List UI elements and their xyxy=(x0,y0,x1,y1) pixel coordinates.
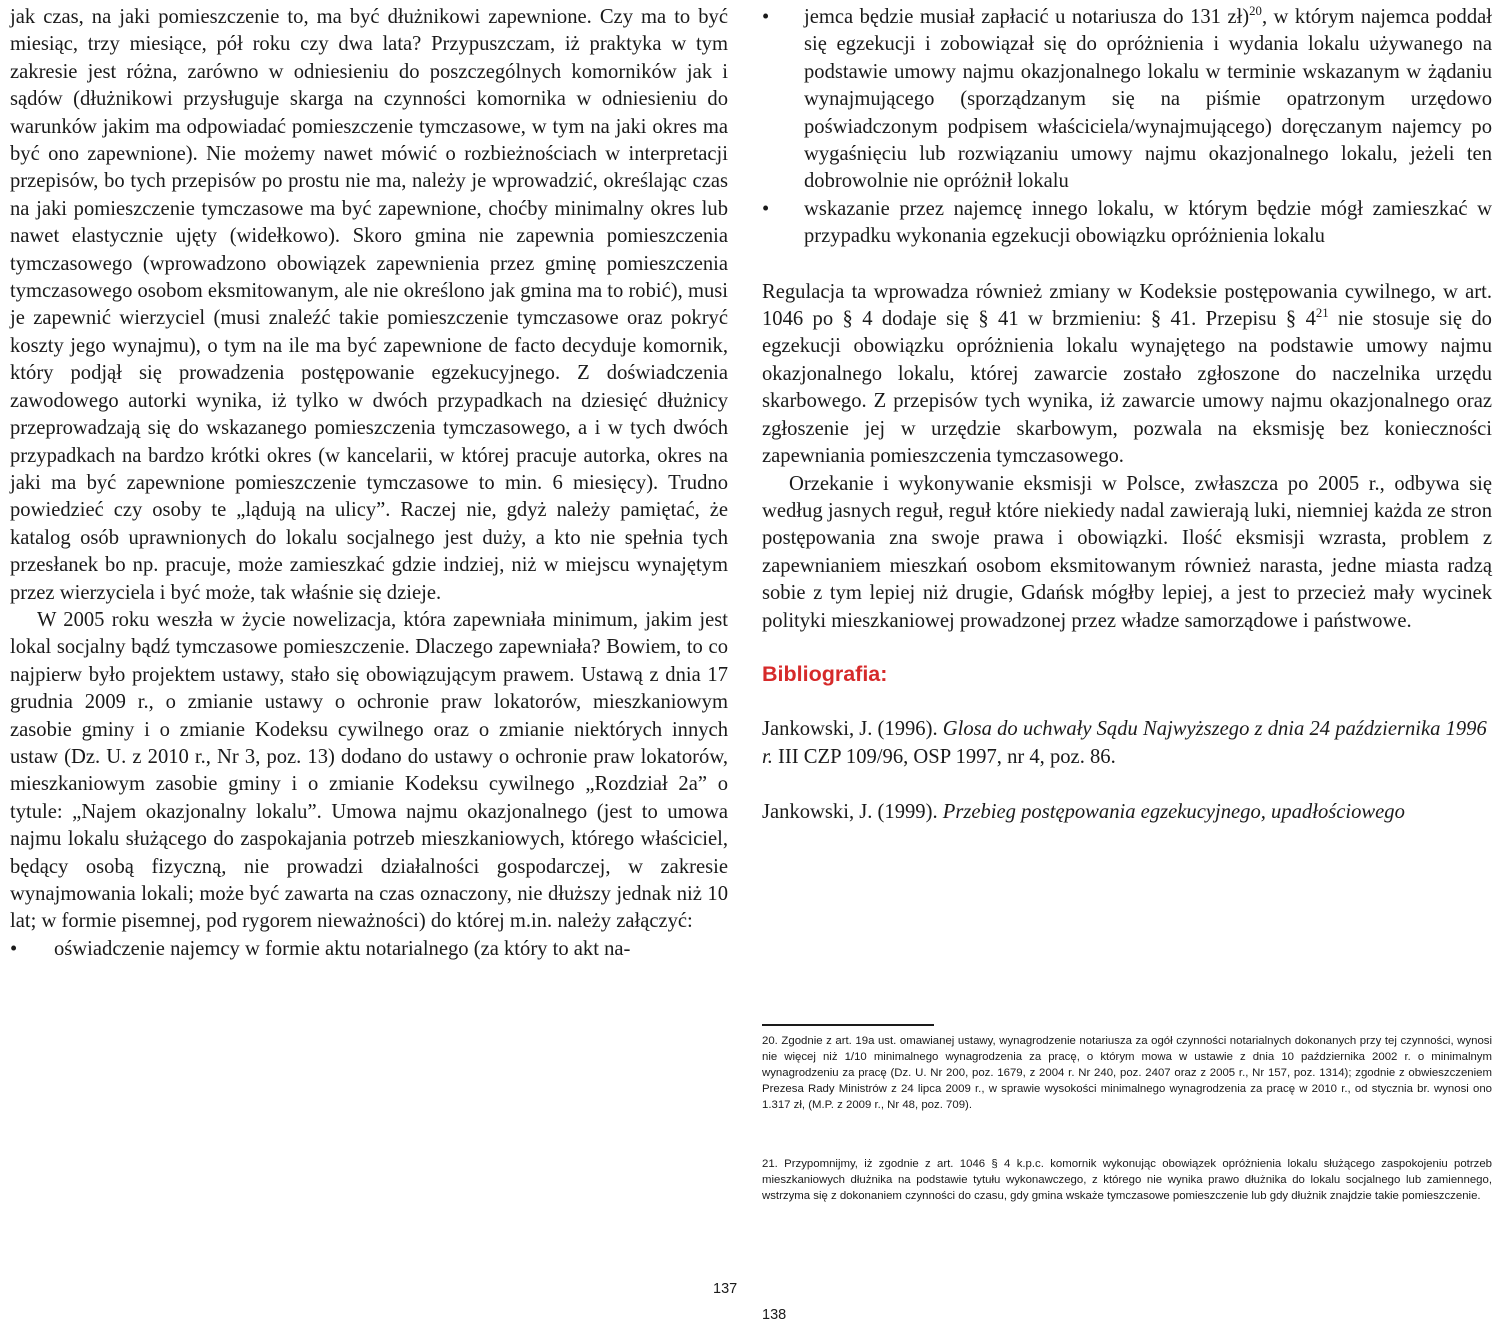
paragraph-gap xyxy=(762,251,1492,279)
footnote-ref-20[interactable]: 20 xyxy=(1249,4,1262,19)
right-column xyxy=(762,4,1492,855)
bullet-text: wskazanie przez najemcę innego lokalu, w którym będzie mógł zamieszkać w przypadku wykonania egzekucji obowiązku opróżnienia lokalu xyxy=(804,197,1492,248)
bullet-text: jemca będzie musiał zapłacić u notariusza do 131 zł) xyxy=(804,6,1250,28)
body-paragraph: jak czas, na jaki pomieszczenie to, ma być dłużnikowi zapewnione. Czy ma to być miesiąc, trzy miesiące, pół roku czy dwa lata? Przypuszczam, iż praktyka w tym zakresie jest różna, zarówno w odniesieniu do poszczególnych komorników jak i sądów (dłużnikowi przysługuje skarga na czynności komornika w odniesieniu do warunków jakim ma odpowiadać pomieszczenie tymczasowe, w tym na jaki okres ma być ono zapewnione). Nie możemy nawet mówić o rozbieżnościach w interpretacji przepisów, bo tych przepisów po prostu nie ma, należy je wprowadzić, określając czas na jaki pomieszczenie tymczasowe ma być zapewnione, choćby minimalny okres lub nawet elastycznie ujęty (widełkowo). Skoro gmina nie zapewnia pomieszczenia tymczasowego (wprowadzono obowiązek zapewnienia przez gminę pomieszczenia tymczasowego osobom eksmitowanym, ale nie określono jak gmina ma to robić), musi je zapewnić wierzyciel (musi znaleźć takie pomieszczenie tymczasowe oraz pokryć koszty jego wynajmu), o tym na ile ma być zapewnione de facto decyduje komornik, który podjął się prowadzenia postępowanie egzekucyjnego. Z doświadczenia zawodowego autorki wynika, iż tylko w dwóch przypadkach na dziesięć dłużnicy przeprowadzają się do wskazanego pomieszczenia tymczasowego, a i w tych dwóch przypadkach na bardzo krótki okres (w kancelarii, w której pracuje autorka, okres na jaki ma być zapewnione pomieszczenie tymczasowe to min. 6 miesięcy). Trudno powiedzieć czy osoby te „lądują na ulicy”. Raczej nie, gdyż należy pamiętać, że katalog osób uprawnionych do lokalu socjalnego jest duży, a kto nie spełnia tych przesłanek bo np. pracuje, może zamieszkać gdzie indziej, niż w miejscu wynajętym przez wierzyciela i być może, tak właśnie się dzieje. xyxy=(10,6,728,604)
bullet-item xyxy=(762,196,1492,251)
bullet-list xyxy=(10,936,728,963)
bullet-item-continued xyxy=(762,4,1492,196)
bib-title: Przebieg postępowania egzekucyjnego, upadłościowego xyxy=(942,801,1405,824)
body-paragraph xyxy=(762,279,1492,471)
footnote-20: 20. Zgodnie z art. 19a ust. omawianej ustawy, wynagrodzenie notariusza za ogół czynności notarialnych dokonanych przy tej czynności, wynosi nie więcej niż 1/10 minimalnego wynagrodzenia za pracę, o którym mowa w ustawie z dnia 10 października 2002 r. o minimalnym wynagrodzeniu za pracę (Dz. U. Nr 200, poz. 1679, z 2004 r. Nr 240, poz. 2407 oraz z 2005 r., Nr 157, poz. 1314); zgodnie z obwieszczeniem Prezesa Rady Ministrów z 24 lipca 2009 r., w sprawie wysokości minimalnego wynagrodzenia za pracę w 2010 r., od stycznia br. wynosi ono 1.317 zł, (M.P. z 2009 r., Nr 48, poz. 709). xyxy=(762,1035,1492,1112)
paragraph-text: Regulacja ta wprowadza również zmiany w Kodeksie postępowania cywilnego, w art. 1046 po § 4 dodaje się § 41 w brzmieniu: § 41. Przepisu § 4 xyxy=(762,280,1492,331)
bib-author: Jankowski, J. (1996). xyxy=(762,718,943,741)
footnote-21: 21. Przypomnijmy, iż zgodnie z art. 1046 § 4 k.p.c. komornik wykonując obowiązek opróżnienia lokalu służącego zaspokojeniu potrzeb mieszkaniowych dłużnika na podstawie tytułu wykonawczego, z którego nie wynika prawo dłużnika do lokalu socjalnego lub zamiennego, wstrzyma się z dokonaniem czynności do czasu, gdy gmina wskaże tymczasowe pomieszczenie lub gdy dłużnik znajdzie takie pomieszczenie. xyxy=(762,1158,1492,1203)
page-number-right: 138 xyxy=(762,1307,787,1323)
body-paragraph: W 2005 roku weszła w życie nowelizacja, która zapewniała minimum, jakim jest lokal socjalny bądź tymczasowe pomieszczenie. Dlaczego zapewniała? Bowiem, to co najpierw było projektem ustawy, stało się obowiązującym prawem. Ustawą z dnia 17 grudnia 2009 r., o zmianie ustawy o ochronie praw lokatorów, mieszkaniowym zasobie gminy i o zmianie Kodeksu cywilnego oraz o zmianie niektórych innych ustaw (Dz. U. z 2010 r., Nr 3, poz. 13) dodano do ustawy o ochronie praw lokatorów, mieszkaniowym zasobie gminy i o zmianie Kodeksu cywilnego „Rozdział 2a” o tytule: „Najem okazjonalny lokalu”. Umowa najmu okazjonalnego (jest to umowa najmu lokalu służącego do zaspokajania potrzeb mieszkaniowych, którego właściciel, będący osobą fizyczną, nie prowadzi działalności gospodarczej, w zakresie wynajmowania lokali; może być zawarta na czas oznaczony, nie dłuższy jednak niż 10 lat; w formie pisemnej, pod rygorem nieważności) do której m.in. należy załączyć: xyxy=(10,608,728,933)
paragraph-text: nie stosuje się do egzekucji obowiązku opróżnienia lokalu wynajętego na podstawie umowy najmu okazjonalnego lokalu, której zawarcie zostało zgłoszone do naczelnika urzędu skarbowego. Z przepisów tych wynika, iż zawarcie umowy najmu okazjonalnego oraz zgłoszenie jej w urzędzie skarbowym, pozwala na eksmisję bez konieczności zapewniania pomieszczenia tymczasowego. xyxy=(762,308,1492,468)
bibliography-entry xyxy=(762,799,1492,826)
bib-details: III CZP 109/96, OSP 1997, nr 4, poz. 86. xyxy=(772,745,1116,768)
bullet-text: oświadczenie najemcy w formie aktu notarialnego (za który to akt na- xyxy=(54,937,631,960)
bib-author: Jankowski, J. (1999). xyxy=(762,801,943,824)
left-column xyxy=(10,4,728,963)
bibliography-entry xyxy=(762,716,1492,771)
bullet-list xyxy=(762,4,1492,251)
footnote-ref-21[interactable]: 21 xyxy=(1315,306,1329,321)
bullet-item xyxy=(10,936,728,963)
footnote-divider xyxy=(762,1024,934,1026)
page-number-left: 137 xyxy=(713,1281,738,1297)
body-paragraph: Orzekanie i wykonywanie eksmisji w Polsce, zwłaszcza po 2005 r., odbywa się według jasnych reguł, reguł które niekiedy nadal zawierają luki, niemniej każda ze stron postępowania zna swoje prawa i obowiązki. Ilość eksmisji wzrasta, problem z zapewnianiem mieszkań osobom eksmitowanym również narasta, jedne miasta radzą sobie z tym lepiej niż drugie, Gdańsk mógłby lepiej, a jest to przecież mały wycinek polityki mieszkaniowej prowadzonej przez władze samorządowe i państwowe. xyxy=(762,472,1492,632)
bibliography-heading: Bibliografia: xyxy=(762,661,888,686)
bullet-text: , w którym najemca poddał się egzekucji i zobowiązał się do opróżnienia i wydania lokalu używanego na podstawie umowy najmu okazjonalnego lokalu w terminie wskazanym w żądaniu wynajmującego (sporządzanym się na piśmie opatrzonym urzędowo poświadczonym podpisem właściciela/wynajmującego) doręczanym najemcy po wygaśnięciu lub rozwiązaniu umowy najmu okazjonalnego lokalu, jeżeli ten dobrowolnie nie opróżnił lokalu xyxy=(804,6,1492,193)
bib-title: Glosa do uchwały Sądu Najwyższego z dnia 24 października 1996 r. xyxy=(762,718,1487,768)
